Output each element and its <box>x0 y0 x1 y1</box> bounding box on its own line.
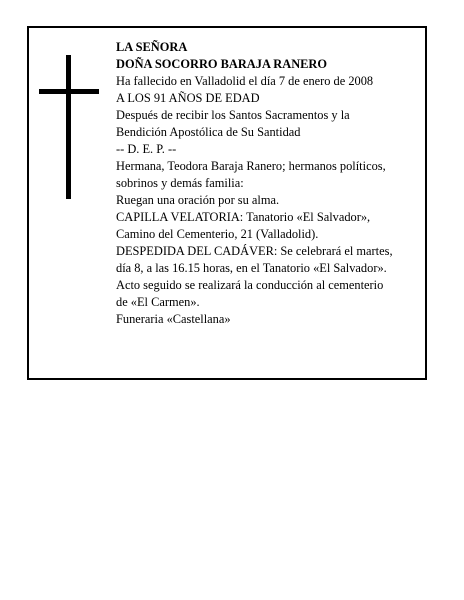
notice-farewell-line-2: día 8, a las 16.15 horas, en el Tanatorio «El Salvador». <box>116 261 387 275</box>
notice-text <box>116 39 428 328</box>
cross-horizontal-bar <box>39 89 99 94</box>
obituary-notice <box>27 26 427 380</box>
latin-cross-icon <box>39 55 99 199</box>
notice-death-date: Ha fallecido en Valladolid el día 7 de enero de 2008 <box>116 74 374 88</box>
notice-age: A LOS 91 AÑOS DE EDAD <box>116 91 260 105</box>
notice-sacraments-line-2: Bendición Apostólica de Su Santidad <box>116 125 301 139</box>
notice-chapel-line-2: Camino del Cementerio, 21 (Valladolid). <box>116 227 319 241</box>
notice-prayer: Ruegan una oración por su alma. <box>116 193 280 207</box>
notice-farewell-line-1: DESPEDIDA DEL CADÁVER: Se celebrará el martes, <box>116 244 393 258</box>
notice-dep: -- D. E. P. -- <box>116 142 177 156</box>
cross-vertical-bar <box>66 55 71 199</box>
notice-family-line-2: sobrinos y demás familia: <box>116 176 244 190</box>
notice-chapel-line-1: CAPILLA VELATORIA: Tanatorio «El Salvador», <box>116 210 371 224</box>
notice-funeral-home: Funeraria «Castellana» <box>116 312 231 326</box>
notice-title-line-1: LA SEÑORA <box>116 40 188 54</box>
notice-deceased-name: DOÑA SOCORRO BARAJA RANERO <box>116 57 328 71</box>
notice-procession-line-2: de «El Carmen». <box>116 295 200 309</box>
notice-procession-line-1: Acto seguido se realizará la conducción al cementerio <box>116 278 384 292</box>
notice-sacraments-line-1: Después de recibir los Santos Sacramentos y la <box>116 108 350 122</box>
notice-family-line-1: Hermana, Teodora Baraja Ranero; hermanos políticos, <box>116 159 386 173</box>
